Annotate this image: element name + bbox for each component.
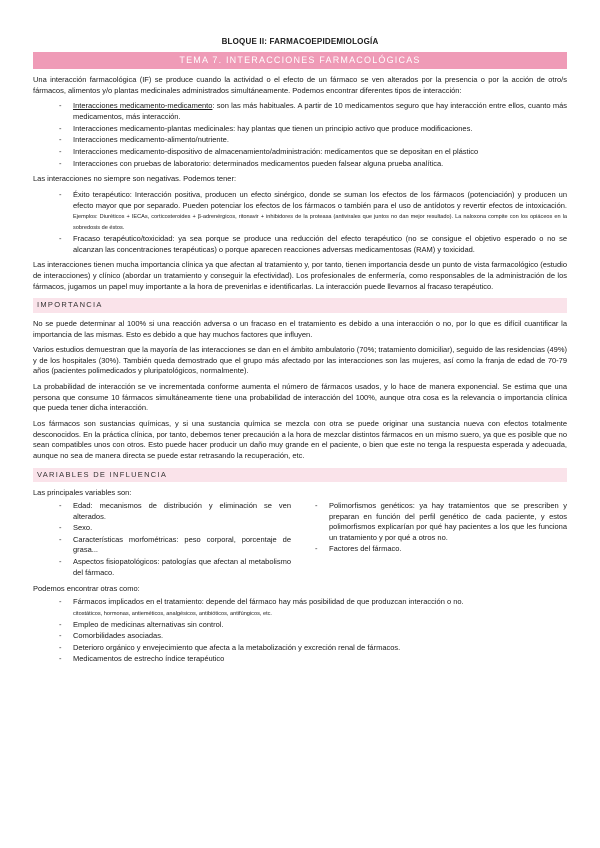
list-item: - Interacciones medicamento-dispositivo de almacenamiento/administración: medicamentos que se depositan en el plástico <box>73 147 567 158</box>
examples-note: citostáticos, hormonas, antieméticos, analgésicos, antibióticos, antifúngicos, etc. <box>73 610 272 617</box>
paragraph: La probabilidad de interacción se ve incrementada conforme aumenta el número de fármacos usados, y lo hace de manera exponencial. Se estima que una persona que consume 10 fármacos simultáneamente tiene una probabilidad de interacción del 100%, aunque otra cosa es la relevancia o importancia clínica que pueda tener dicha interacción. <box>33 382 567 413</box>
block-title: BLOQUE II: FARMACOEPIDEMIOLOGÍA <box>221 37 379 46</box>
paragraph: Podemos encontrar otras como: <box>33 584 140 594</box>
outcomes-list <box>33 190 567 255</box>
paragraph: No se puede determinar al 100% si una reacción adversa o un fracaso en el tratamiento es debido a una interacción o no, por lo que es difícil cuantificar la importancia de las mismas. Esto es debido a que hay muchos factores que influyen. <box>33 318 567 339</box>
variables-right-column <box>309 501 567 579</box>
list-item: - Interacciones medicamento-medicamento: son las más habituales. A partir de 10 medicamentos seguro que hay interacción entre ellos, cuanto más medicamentos, más interacción. <box>73 101 567 122</box>
paragraph: Los fármacos son sustancias químicas, y si una sustancia química se mezcla con otra se puede originar una sustancia nueva con efectos totalmente desconocidos. En la práctica clínica, por tanto, debemos tener precaución a la hora de mezclar distintos fármacos en un mismo suero, ya que es posible que no sean compatibles unos con otros. Esto puede hacer producir un daño muy grande en el paciente, o bien que este no tenga la respuesta esperada y adecuada, aunque no sea de manera directa se puede estar retrasando la recuperación, etc. <box>33 419 567 460</box>
list-item: - Edad: mecanismos de distribución y eliminación se ven alterados. <box>73 501 291 522</box>
variables-left-column <box>33 501 291 579</box>
list-item: - Medicamentos de estrecho índice terapéutico <box>73 654 567 665</box>
other-variables-list <box>33 597 567 665</box>
list-item: - Empleo de medicinas alternativas sin control. <box>73 620 567 631</box>
variables-columns <box>33 501 567 579</box>
paragraph: Las principales variables son: <box>33 488 132 498</box>
list-item: - Polimorfismos genéticos: ya hay tratamientos que se prescriben y preparan en función del perfil genético de cada paciente, y estos polimorfismos explicarían por qué hay pacientes a los que les funciona un tratamiento y por qué a otros no. <box>329 501 567 544</box>
list-item: - Interacciones con pruebas de laboratorio: determinados medicamentos pueden falsear alguna prueba analítica. <box>73 159 567 170</box>
list-item: - Características morfométricas: peso corporal, porcentaje de grasa... <box>73 535 291 556</box>
list-item: - Interacciones medicamento-plantas medicinales: hay plantas que tienen un principio activo que produce modificaciones. <box>73 124 567 135</box>
topic-title-bar: TEMA 7. INTERACCIONES FARMACOLÓGICAS <box>33 52 567 69</box>
list-item: - Fracaso terapéutico/toxicidad: ya sea porque se produce una reducción del efecto terapéutico (no se consigue el objetivo esperado o no se alcanzan las concentraciones terapéuticas) o porque aparecen reacciones adversas medicamentosas (RAM) y toxicidad. <box>73 234 567 255</box>
paragraph: Las interacciones tienen mucha importancia clínica ya que afectan al tratamiento y, por tanto, tienen importancia desde un punto de vista farmacológico (estudio de interacciones) y clínico (abordar un tratamiento y conseguir la efectividad). Los profesionales de enfermería, como responsables de la administración de los fármacos, jugamos un papel muy importante a la hora de prevenirlas e identificarlas. La interacción puede llevarnos al fracaso terapéutico. <box>33 260 567 291</box>
list-item: - Éxito terapéutico: Interacción positiva, producen un efecto sinérgico, donde se suman los efectos de los fármacos (potenciación) y producen un efecto mayor que por separado. Pueden potenciar los efectos de los fármacos o también para el uso de antídotos y revertir efectos de intoxicación. Ejemplos: Diuréticos + IECAs, corticosteroides + β-adrenérgicos, ritonavir + inhibidores de la proteasa (antivirales que juntos no dan mejor resultado). La naloxona compite con los opiáceos en la sobredosis de éstos. <box>73 190 567 233</box>
underlined-term: Interacciones medicamento-medicamento <box>73 101 213 111</box>
list-item: - Factores del fármaco. <box>329 544 567 555</box>
list-item: - Sexo. <box>73 523 291 534</box>
paragraph: Las interacciones no siempre son negativas. Podemos tener: <box>33 174 237 184</box>
paragraph: Varios estudios demuestran que la mayoría de las interacciones se dan en el ámbito ambulatorio (70%; tratamiento domiciliar), seguido de las residencias (49%) y de los hospitales (30%). También queda demostrado que el grupo más afectado por las interacciones son las mujeres, así como la franja de edad de 70-79 años (pacientes polimedicados y pluripatológicos, normalmente). <box>33 345 567 376</box>
interaction-types-list <box>33 101 567 169</box>
section-title-variables: VARIABLES DE INFLUENCIA <box>33 468 567 483</box>
list-item: - Interacciones medicamento-alimento/nutriente. <box>73 135 567 146</box>
list-item: - Deterioro orgánico y envejecimiento que afecta a la metabolización y excreción renal de fármacos. <box>73 643 567 654</box>
intro-paragraph: Una interacción farmacológica (IF) se produce cuando la actividad o el efecto de un fármaco se ven alterados por la presencia o por la acción de otro/s fármacos, alimentos y/o plantas medicinales administrados simultáneamente. Podemos encontrar diferentes tipos de interacción: <box>33 75 567 95</box>
section-title-importancia: IMPORTANCIA <box>33 298 567 313</box>
examples-note: Ejemplos: Diuréticos + IECAs, corticosteroides + β-adrenérgicos, ritonavir + inhibidores de la proteasa (antivirales que juntos no dan mejor resultado). La naloxona compite con los opiáceos en la sobredosis de éstos. <box>73 214 567 232</box>
list-item: - Aspectos fisiopatológicos: patologías que afectan al metabolismo del fármaco. <box>73 557 291 578</box>
list-item: - Comorbilidades asociadas. <box>73 631 567 642</box>
list-item: - Fármacos implicados en el tratamiento: depende del fármaco hay más posibilidad de que produzcan interacción o no. citostáticos, hormonas, antieméticos, analgésicos, antibióticos, antifúngicos, etc. <box>73 597 567 619</box>
